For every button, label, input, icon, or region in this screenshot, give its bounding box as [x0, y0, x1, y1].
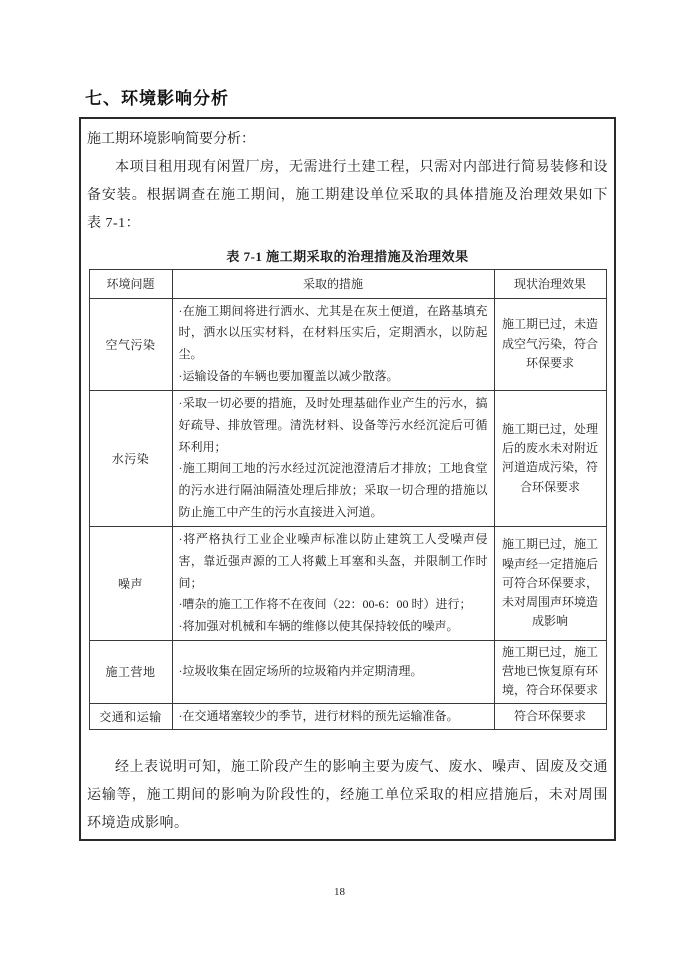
intro-paragraph: 本项目租用现有闲置厂房，无需进行土建工程，只需对内部进行简易装修和设备安装。根据调查在施工期间，施工期建设单位采取的具体措施及治理效果如下表 7-1： [87, 159, 608, 231]
effect-cell: 施工期已过，施工营地已恢复原有环境，符合环保要求 [494, 641, 606, 704]
conclusion-paragraph: 经上表说明可知，施工阶段产生的影响主要为废气、废水、噪声、固废及交通运输等，施工期间的影响为阶段性的，经施工单位采取的相应措施后，未对周围环境造成影响。 [87, 760, 608, 832]
measure-item: ·将加强对机械和车辆的维修以使其保持较低的噪声。 [178, 619, 459, 634]
measure-item: ·嘈杂的施工工作将不在夜间（22：00-6：00 时）进行； [178, 597, 472, 612]
issue-cell: 噪声 [89, 526, 172, 640]
intro-line: 施工期环境影响简要分析： [87, 132, 255, 147]
header-measures: 采取的措施 [172, 269, 494, 298]
measure-item: ·垃圾收集在固定场所的垃圾箱内并定期清理。 [178, 663, 423, 678]
table-row [89, 298, 606, 390]
table-header-row [89, 269, 606, 298]
measure-item: ·在施工期间将进行洒水、尤其是在灰土便道，在路基填充时，洒水以压实材料，在材料压实后，定期洒水，以防起尘。 [178, 303, 488, 362]
content-box [79, 117, 616, 841]
measure-item: ·运输设备的车辆也要加覆盖以减少散落。 [178, 369, 399, 384]
effect-cell: 施工期已过，未造成空气污染，符合环保要求 [494, 298, 606, 390]
measures-cell [172, 390, 494, 526]
measures-cell [172, 703, 494, 730]
effect-cell: 施工期已过，施工噪声经一定措施后可符合环保要求，未对周围声环境造成影响 [494, 526, 606, 640]
effect-cell: 施工期已过，处理后的废水未对附近河道造成污染，符合环保要求 [494, 390, 606, 526]
treatment-table [89, 269, 607, 731]
measures-cell [172, 641, 494, 704]
table-row [89, 703, 606, 730]
table-title: 表 7-1 施工期采取的治理措施及治理效果 [226, 248, 469, 264]
measure-item: ·施工期间工地的污水经过沉淀池澄清后才排放；工地食堂的污水进行隔油隔渣处理后排放；采取一切合理的措施以防止施工中产生的污水直接进入河道。 [178, 461, 488, 520]
effect-cell: 符合环保要求 [494, 703, 606, 730]
table-row [89, 390, 606, 526]
page-title: 七、环境影响分析 [85, 89, 229, 108]
issue-cell: 空气污染 [89, 298, 172, 390]
issue-cell: 交通和运输 [89, 703, 172, 730]
measures-cell [172, 298, 494, 390]
header-effect: 现状治理效果 [494, 269, 606, 298]
measure-item: ·在交通堵塞较少的季节，进行材料的预先运输准备。 [178, 708, 459, 723]
measure-item: ·采取一切必要的措施，及时处理基础作业产生的污水，搞好疏导、排放管理。清洗材料、设备等污水经沉淀后可循环利用； [178, 395, 488, 454]
measure-item: ·将严格执行工业企业噪声标准以防止建筑工人受噪声侵害，靠近强声源的工人将戴上耳塞和头盔，并限制工作时间； [178, 531, 488, 590]
issue-cell: 施工营地 [89, 641, 172, 704]
table-row [89, 526, 606, 640]
issue-cell: 水污染 [89, 390, 172, 526]
header-issue: 环境问题 [89, 269, 172, 298]
page-number: 18 [334, 886, 345, 898]
measures-cell [172, 526, 494, 640]
table-row [89, 641, 606, 704]
